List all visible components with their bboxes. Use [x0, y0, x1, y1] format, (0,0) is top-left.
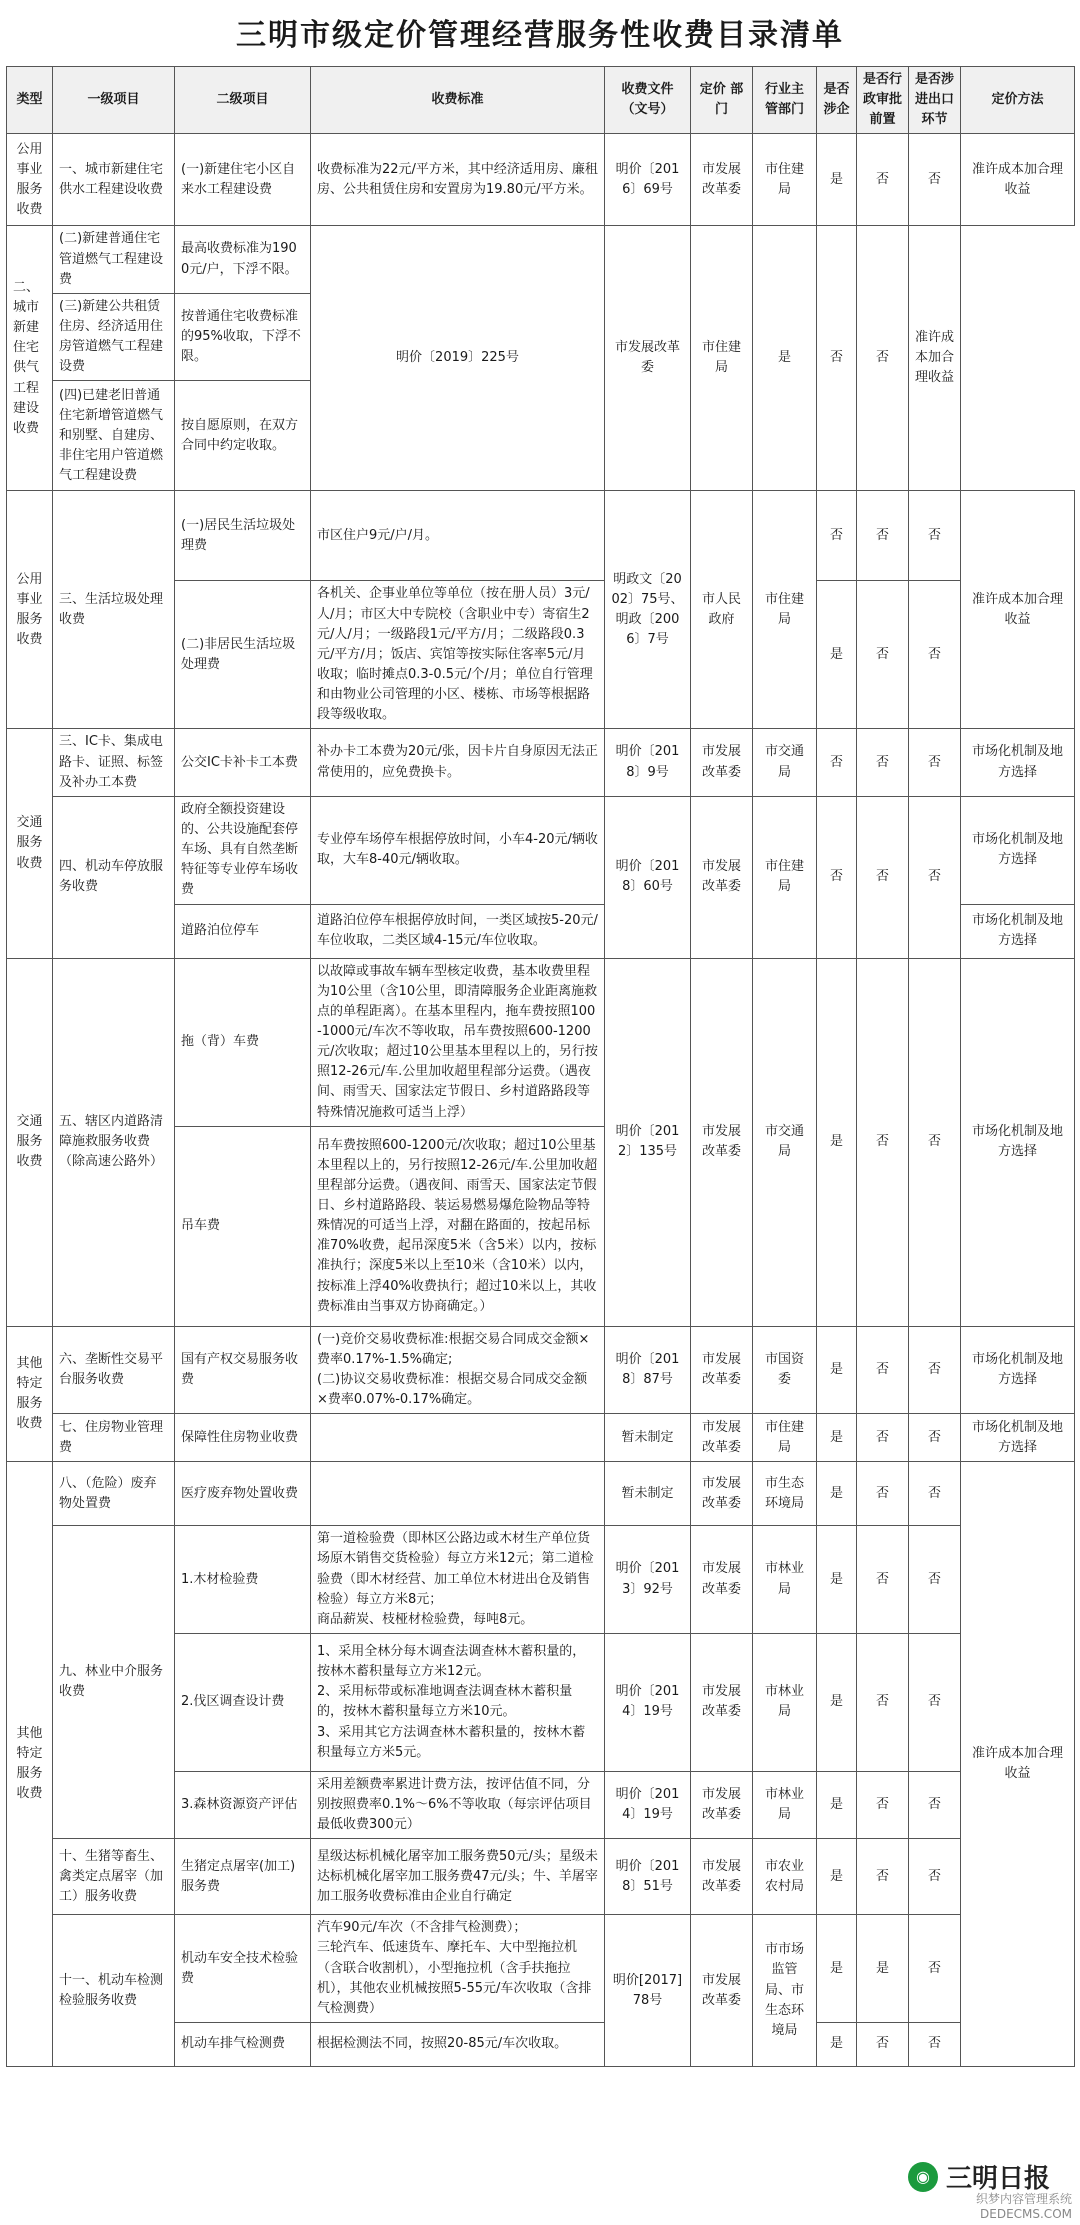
standard-cell: 补办卡工本费为20元/张，因卡片自身原因无法正常使用的，应免费换卡。 — [311, 729, 605, 796]
level2-cell: (一)居民生活垃圾处理费 — [175, 491, 311, 581]
industry-cell: 市交通局 — [753, 729, 817, 796]
standard-cell: 道路泊位停车根据停放时间，一类区域按5-20元/车位收取，二类区域4-15元/车位收取。 — [311, 904, 605, 958]
enterprise-cell: 是 — [817, 1326, 857, 1414]
table-row — [7, 958, 1075, 1126]
header-cell: 一级项目 — [53, 67, 175, 134]
approval-cell: 否 — [857, 729, 909, 796]
level1-cell: 七、住房物业管理费 — [53, 1414, 175, 1462]
type-cell: 公用事业服务收费 — [7, 134, 53, 226]
doc-cell: 明价〔2016〕69号 — [605, 134, 691, 226]
table-row — [7, 226, 1075, 293]
header-cell: 收费文件（文号） — [605, 67, 691, 134]
import-export-cell: 否 — [857, 226, 909, 491]
method-cell: 市场化机制及地方选择 — [961, 1326, 1075, 1414]
dept-cell: 市发展改革委 — [691, 729, 753, 796]
site-url: DEDECMS.COM — [980, 2206, 1072, 2221]
standard-cell: 1、采用全林分每木调查法调查林木蓄积量的，按林木蓄积量每立方米12元。 2、采用标带或标准地调查法调查林木蓄积量的，按林木蓄积量每立方米10元。 3、采用其它方法调查林木蓄积量的，按林木蓄积量每立方米5元。 — [311, 1633, 605, 1771]
import-export-cell: 否 — [909, 134, 961, 226]
approval-cell: 否 — [857, 1462, 909, 1526]
industry-cell: 市林业局 — [753, 1526, 817, 1634]
dept-cell: 市发展改革委 — [605, 226, 691, 491]
import-export-cell: 否 — [909, 1633, 961, 1771]
level2-cell: 2.伐区调查设计费 — [175, 1633, 311, 1771]
approval-cell: 否 — [857, 796, 909, 958]
level2-cell: 政府全额投资建设的、公共设施配套停车场、具有自然垄断特征等专业停车场收费 — [175, 796, 311, 904]
doc-cell: 明价〔2014〕19号 — [605, 1771, 691, 1838]
industry-cell: 市住建局 — [753, 1414, 817, 1462]
level2-cell: 公交IC卡补卡工本费 — [175, 729, 311, 796]
table-row — [7, 1915, 1075, 2023]
import-export-cell: 否 — [909, 2023, 961, 2067]
table-row — [7, 1839, 1075, 1915]
method-cell: 准许成本加合理收益 — [909, 226, 961, 491]
industry-cell: 市农业农村局 — [753, 1839, 817, 1915]
doc-cell: 明价〔2013〕92号 — [605, 1526, 691, 1634]
approval-cell: 否 — [857, 1771, 909, 1838]
level1-cell: 八、（危险）废弃物处置费 — [53, 1462, 175, 1526]
table-row — [7, 134, 1075, 226]
enterprise-cell: 是 — [817, 581, 857, 729]
level2-cell: (三)新建公共租赁住房、经济适用住房管道燃气工程建设费 — [53, 293, 175, 381]
dept-cell: 市发展改革委 — [691, 1462, 753, 1526]
level2-cell: 3.森林资源资产评估 — [175, 1771, 311, 1838]
enterprise-cell: 否 — [817, 491, 857, 581]
industry-cell: 市国资委 — [753, 1326, 817, 1414]
industry-cell: 市交通局 — [753, 958, 817, 1326]
industry-cell: 市市场监管局、市生态环境局 — [753, 1915, 817, 2067]
type-cell: 其他特定服务收费 — [7, 1326, 53, 1462]
import-export-cell: 否 — [909, 581, 961, 729]
dept-cell: 市发展改革委 — [691, 796, 753, 958]
level1-cell: 二、城市新建住宅供气工程建设收费 — [7, 226, 53, 491]
enterprise-cell: 否 — [817, 796, 857, 958]
level2-cell: 生猪定点屠宰(加工)服务费 — [175, 1839, 311, 1915]
standard-cell: (一)竞价交易收费标准:根据交易合同成交金额×费率0.17%-1.5%确定; (二)协议交易收费标准：根据交易合同成交金额×费率0.07%-0.17%确定。 — [311, 1326, 605, 1414]
enterprise-cell: 是 — [817, 1839, 857, 1915]
level1-cell: 十一、机动车检测检验服务收费 — [53, 1915, 175, 2067]
approval-cell: 否 — [857, 958, 909, 1326]
approval-cell: 否 — [857, 581, 909, 729]
level2-cell: (二)非居民生活垃圾处理费 — [175, 581, 311, 729]
import-export-cell: 否 — [909, 491, 961, 581]
level2-cell: 国有产权交易服务收费 — [175, 1326, 311, 1414]
approval-cell: 否 — [857, 1414, 909, 1462]
site-name: 织梦内容管理系统 — [975, 2192, 1072, 2207]
watermark-name: 三明日报 — [945, 2164, 1050, 2194]
import-export-cell: 否 — [909, 796, 961, 958]
approval-cell: 否 — [857, 134, 909, 226]
level2-cell: 拖（背）车费 — [175, 958, 311, 1126]
industry-cell: 市林业局 — [753, 1771, 817, 1838]
doc-cell: 明政文〔2002〕75号、明政〔2006〕7号 — [605, 491, 691, 729]
dept-cell: 市发展改革委 — [691, 1915, 753, 2067]
industry-cell: 市林业局 — [753, 1633, 817, 1771]
table-header-row — [7, 67, 1075, 134]
header-cell: 是否行政审批前置 — [857, 67, 909, 134]
dept-cell: 市发展改革委 — [691, 958, 753, 1326]
table-row — [7, 729, 1075, 796]
level2-cell: 道路泊位停车 — [175, 904, 311, 958]
industry-cell: 市住建局 — [691, 226, 753, 491]
import-export-cell: 否 — [909, 1839, 961, 1915]
level1-cell: 一、城市新建住宅供水工程建设收费 — [53, 134, 175, 226]
doc-cell: 明价〔2012〕135号 — [605, 958, 691, 1326]
level2-cell: 1.木材检验费 — [175, 1526, 311, 1634]
method-cell: 准许成本加合理收益 — [961, 1462, 1075, 2067]
doc-cell: 暂未制定 — [605, 1414, 691, 1462]
level2-cell: (四)已建老旧普通住宅新增管道燃气和别墅、自建房、非住宅用户管道燃气工程建设费 — [53, 381, 175, 491]
standard-cell — [311, 1414, 605, 1462]
table-row — [7, 1326, 1075, 1414]
import-export-cell: 否 — [909, 1526, 961, 1634]
method-cell: 市场化机制及地方选择 — [961, 904, 1075, 958]
page-title: 三明市级定价管理经营服务性收费目录清单 — [236, 18, 844, 53]
standard-cell: 汽车90元/车次（不含排气检测费）； 三轮汽车、低速货车、摩托车、大中型拖拉机（含联合收割机），小型拖拉机（含手扶拖拉机），其他农业机械按照5-55元/车次收取（含排气检测费） — [311, 1915, 605, 2023]
import-export-cell: 否 — [909, 729, 961, 796]
standard-cell: 收费标准为22元/平方米，其中经济适用房、廉租房、公共租赁住房和安置房为19.80元/平方米。 — [311, 134, 605, 226]
type-cell: 交通服务收费 — [7, 958, 53, 1326]
table-row — [7, 1414, 1075, 1462]
approval-cell: 是 — [857, 1915, 909, 2023]
doc-cell: 明价[2017]78号 — [605, 1915, 691, 2067]
standard-cell: 星级达标机械化屠宰加工服务费50元/头；星级未达标机械化屠宰加工服务费47元/头；牛、羊屠宰加工服务收费标准由企业自行确定 — [311, 1839, 605, 1915]
enterprise-cell: 是 — [817, 1526, 857, 1634]
approval-cell: 否 — [857, 1633, 909, 1771]
import-export-cell: 否 — [909, 958, 961, 1326]
dept-cell: 市发展改革委 — [691, 1414, 753, 1462]
wechat-icon: ◉ — [908, 2162, 938, 2192]
approval-cell: 否 — [857, 1326, 909, 1414]
dept-cell: 市发展改革委 — [691, 1839, 753, 1915]
level2-cell: 机动车安全技术检验费 — [175, 1915, 311, 2023]
table-row — [7, 1462, 1075, 1526]
header-cell: 二级项目 — [175, 67, 311, 134]
level2-cell: 医疗废弃物处置收费 — [175, 1462, 311, 1526]
standard-cell — [311, 1462, 605, 1526]
dept-cell: 市发展改革委 — [691, 1633, 753, 1771]
enterprise-cell: 是 — [817, 1915, 857, 2023]
dept-cell: 市发展改革委 — [691, 1526, 753, 1634]
header-cell: 收费标准 — [311, 67, 605, 134]
standard-cell: 吊车费按照600-1200元/次收取；超过10公里基本里程以上的，另行按照12-26元/车.公里加收超里程部分运费。（遇夜间、雨雪天、国家法定节假日、乡村道路路段、装运易燃易爆危险物品等特殊情况的可适当上浮，对翻在路面的，按起吊标准70%收费，起吊深度5米（含5米）以内，按标准执行；深度5米以上至10米（含10米）以内，按标准上浮40%收费执行；超过10米以上，其收费标准由当事双方协商确定。） — [311, 1126, 605, 1326]
header-cell: 定价 部门 — [691, 67, 753, 134]
header-cell: 是否涉进出口环节 — [909, 67, 961, 134]
industry-cell: 市住建局 — [753, 491, 817, 729]
level1-cell: 三、IC卡、集成电路卡、证照、标签及补办工本费 — [53, 729, 175, 796]
doc-cell: 明价〔2018〕60号 — [605, 796, 691, 958]
method-cell: 市场化机制及地方选择 — [961, 796, 1075, 904]
doc-cell: 暂未制定 — [605, 1462, 691, 1526]
import-export-cell: 否 — [909, 1771, 961, 1838]
enterprise-cell: 否 — [817, 729, 857, 796]
type-cell: 交通服务收费 — [7, 729, 53, 958]
method-cell: 市场化机制及地方选择 — [961, 958, 1075, 1326]
standard-cell: 第一道检验费（即林区公路边或木材生产单位货场原木销售交货检验）每立方米12元；第二道检验费（即木材经营、加工单位木材进出仓及销售检验）每立方米8元； 商品薪炭、枝桠材检验费，每吨8元。 — [311, 1526, 605, 1634]
enterprise-cell: 是 — [817, 1771, 857, 1838]
industry-cell: 市生态环境局 — [753, 1462, 817, 1526]
dept-cell: 市人民政府 — [691, 491, 753, 729]
header-cell: 是否涉企 — [817, 67, 857, 134]
level1-cell: 五、辖区内道路清障施救服务收费（除高速公路外） — [53, 958, 175, 1326]
method-cell: 准许成本加合理收益 — [961, 491, 1075, 729]
import-export-cell: 否 — [909, 1462, 961, 1526]
method-cell: 市场化机制及地方选择 — [961, 1414, 1075, 1462]
doc-cell: 明价〔2019〕225号 — [311, 226, 605, 491]
approval-cell: 否 — [857, 491, 909, 581]
method-cell: 市场化机制及地方选择 — [961, 729, 1075, 796]
level1-cell: 六、垄断性交易平台服务收费 — [53, 1326, 175, 1414]
standard-cell: 以故障或事故车辆车型核定收费，基本收费里程为10公里（含10公里，即清障服务企业距离施救点的单程距离）。在基本里程内，拖车费按照100-1000元/车次不等收取，吊车费按照600-1200元/次收取；超过10公里基本里程以上的，另行按照12-26元/车.公里加收超里程部分运费。（遇夜间、雨雪天、国家法定节假日、乡村道路路段等特殊情况施救可适当上浮） — [311, 958, 605, 1126]
import-export-cell: 否 — [909, 1915, 961, 2023]
approval-cell: 否 — [857, 2023, 909, 2067]
doc-cell: 明价〔2018〕51号 — [605, 1839, 691, 1915]
dept-cell: 市发展改革委 — [691, 1326, 753, 1414]
level1-cell: 三、生活垃圾处理收费 — [53, 491, 175, 729]
enterprise-cell: 是 — [817, 1633, 857, 1771]
level2-cell: 吊车费 — [175, 1126, 311, 1326]
approval-cell: 否 — [817, 226, 857, 491]
header-cell: 类型 — [7, 67, 53, 134]
import-export-cell: 否 — [909, 1326, 961, 1414]
approval-cell: 否 — [857, 1839, 909, 1915]
standard-cell: 市区住户9元/户/月。 — [311, 491, 605, 581]
doc-cell: 明价〔2014〕19号 — [605, 1633, 691, 1771]
import-export-cell: 否 — [909, 1414, 961, 1462]
fee-catalog-table — [6, 66, 1075, 2067]
standard-cell: 最高收费标准为1900元/户，下浮不限。 — [175, 226, 311, 293]
level2-cell: 机动车排气检测费 — [175, 2023, 311, 2067]
enterprise-cell: 是 — [817, 1414, 857, 1462]
level1-cell: 十、生猪等畜生、禽类定点屠宰（加工）服务收费 — [53, 1839, 175, 1915]
table-row — [7, 1526, 1075, 1634]
header-cell: 行业主管部门 — [753, 67, 817, 134]
standard-cell: 按普通住宅收费标准的95%收取，下浮不限。 — [175, 293, 311, 381]
type-cell: 公用事业服务收费 — [7, 491, 53, 729]
industry-cell: 市住建局 — [753, 796, 817, 958]
enterprise-cell: 是 — [753, 226, 817, 491]
type-cell: 其他特定服务收费 — [7, 1462, 53, 2067]
enterprise-cell: 是 — [817, 134, 857, 226]
level1-cell: 四、机动车停放服务收费 — [53, 796, 175, 958]
table-row — [7, 491, 1075, 581]
header-cell: 定价方法 — [961, 67, 1075, 134]
level1-cell: 九、林业中介服务收费 — [53, 1526, 175, 1839]
standard-cell: 专业停车场停车根据停放时间，小车4-20元/辆收取，大车8-40元/辆收取。 — [311, 796, 605, 904]
enterprise-cell: 是 — [817, 2023, 857, 2067]
level2-cell: (二)新建普通住宅管道燃气工程建设费 — [53, 226, 175, 293]
standard-cell: 按自愿原则，在双方合同中约定收取。 — [175, 381, 311, 491]
standard-cell: 采用差额费率累进计费方法，按评估值不同，分别按照费率0.1%～6%不等收取（每宗评估项目最低收费300元） — [311, 1771, 605, 1838]
standard-cell: 各机关、企事业单位等单位（按在册人员）3元/人/月；市区大中专院校（含职业中专）寄宿生2元/人/月；一级路段1元/平方/月；二级路段0.3元/平方/月；饭店、宾馆等按实际住客率5元/月收取；临时摊点0.3-0.5元/个/月；单位自行管理和由物业公司管理的小区、楼栋、市场等根据路段等级收取。 — [311, 581, 605, 729]
standard-cell: 根据检测法不同，按照20-85元/车次收取。 — [311, 2023, 605, 2067]
enterprise-cell: 是 — [817, 958, 857, 1326]
industry-cell: 市住建局 — [753, 134, 817, 226]
dept-cell: 市发展改革委 — [691, 1771, 753, 1838]
doc-cell: 明价〔2018〕9号 — [605, 729, 691, 796]
approval-cell: 否 — [857, 1526, 909, 1634]
enterprise-cell: 是 — [817, 1462, 857, 1526]
level2-cell: (一)新建住宅小区自来水工程建设费 — [175, 134, 311, 226]
level2-cell: 保障性住房物业收费 — [175, 1414, 311, 1462]
method-cell: 准许成本加合理收益 — [961, 134, 1075, 226]
site-watermark — [976, 2192, 1072, 2221]
doc-cell: 明价〔2018〕87号 — [605, 1326, 691, 1414]
dept-cell: 市发展改革委 — [691, 134, 753, 226]
table-row — [7, 796, 1075, 904]
